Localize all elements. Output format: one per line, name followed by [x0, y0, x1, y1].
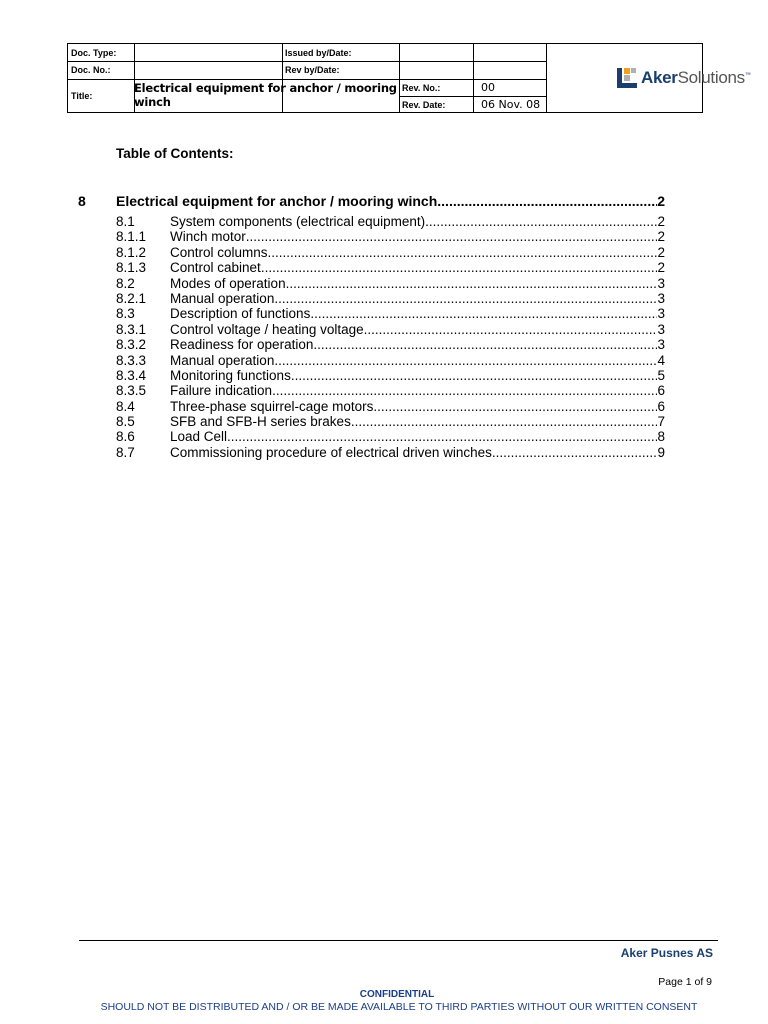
toc-entry-label: SFB and SFB-H series brakes [170, 414, 351, 430]
toc-entry[interactable] [78, 399, 665, 414]
toc-entry-label: Manual operation [170, 290, 275, 306]
toc-entry-number: 8.1.3 [116, 260, 147, 276]
toc-heading: Table of Contents: [116, 146, 234, 161]
toc-entry-page: 2 [657, 193, 665, 209]
toc-entry-label: Description of functions [170, 306, 311, 322]
logo-wordmark: AkerSolutions™ [641, 68, 751, 87]
toc-entry-page: 6 [657, 383, 665, 399]
toc-leader-dots [268, 245, 658, 260]
toc-leader-dots [286, 276, 658, 291]
toc-entry-label: Commissioning procedure of electrical driven winches [170, 444, 492, 460]
toc-entry-label: Control voltage / heating voltage [170, 321, 364, 337]
toc-entry[interactable] [78, 445, 665, 460]
toc-leader-dots [274, 353, 657, 368]
toc-entry-label: Control cabinet [170, 260, 261, 276]
toc-entry-label: Modes of operation [170, 275, 286, 291]
toc-entry-page: 3 [657, 306, 665, 322]
toc-entry-label: Load Cell [170, 429, 228, 445]
toc-entry[interactable] [78, 306, 665, 321]
toc-leader-dots [351, 414, 658, 429]
toc-entry-number: 8.3.5 [116, 383, 147, 399]
page-number: Page 1 of 9 [658, 976, 712, 988]
toc-entry[interactable] [78, 214, 665, 229]
toc-entry-number: 8 [78, 193, 86, 209]
toc-entry-page: 2 [657, 229, 665, 245]
rev-no-value: 00 [481, 81, 495, 94]
toc-entry-number: 8.3.2 [116, 337, 147, 353]
toc-entry-page: 3 [657, 321, 665, 337]
toc-entry-number: 8.3.4 [116, 367, 147, 383]
toc-leader-dots [272, 383, 657, 398]
toc-leader-dots [227, 429, 657, 444]
footer-divider [79, 940, 718, 941]
rev-date-value: 06 Nov. 08 [481, 98, 541, 111]
toc-entry-number: 8.6 [116, 429, 135, 445]
toc-entry-page: 3 [657, 290, 665, 306]
toc-entry[interactable] [78, 414, 665, 429]
toc-entry-page: 3 [657, 337, 665, 353]
aker-logo-icon [617, 68, 637, 88]
document-header-table [67, 43, 751, 113]
toc-entry[interactable] [78, 291, 665, 306]
toc-entry-label: System components (electrical equipment) [170, 214, 426, 229]
toc-entry-page: 4 [657, 352, 665, 368]
table-of-contents [78, 193, 665, 460]
toc-entry-number: 8.2 [116, 275, 135, 291]
toc-entry[interactable] [78, 353, 665, 368]
toc-entry-page: 7 [657, 414, 665, 430]
document-title: Electrical equipment for anchor / mooring winch [134, 81, 397, 109]
toc-entry[interactable] [78, 337, 665, 352]
toc-entry-number: 8.1 [116, 214, 135, 229]
toc-entry[interactable] [78, 383, 665, 398]
toc-leader-dots [313, 337, 657, 352]
title-label: Title: [71, 91, 93, 101]
company-logo [617, 68, 751, 88]
distribution-notice: SHOULD NOT BE DISTRIBUTED AND / OR BE MADE AVAILABLE TO THIRD PARTIES WITHOUT OUR WRITTEN CONSENT [100, 1001, 698, 1013]
toc-entry-label: Failure indication [170, 383, 273, 399]
toc-leader-dots [492, 445, 658, 460]
toc-entry[interactable] [78, 368, 665, 383]
toc-entry-number: 8.1.2 [116, 244, 147, 260]
toc-entry-label: Three-phase squirrel-cage motors [170, 398, 374, 414]
toc-entry[interactable] [78, 276, 665, 291]
rev-by-label: Rev by/Date: [285, 65, 340, 75]
toc-entry-label: Control columns [170, 244, 268, 260]
toc-leader-dots [373, 399, 657, 414]
toc-leader-dots [364, 322, 658, 337]
toc-leader-dots [425, 214, 657, 229]
toc-leader-dots [261, 260, 658, 275]
toc-entry-label: Electrical equipment for anchor / mooring winch [116, 193, 438, 209]
toc-entry-number: 8.3.1 [116, 321, 147, 337]
toc-entry-number: 8.2.1 [116, 290, 147, 306]
toc-entry-label: Monitoring functions [170, 367, 291, 383]
toc-entry-page: 5 [657, 367, 665, 383]
toc-entry[interactable] [78, 245, 665, 260]
toc-entry-label: Manual operation [170, 352, 275, 368]
toc-entry-number: 8.4 [116, 398, 135, 414]
toc-entry-page: 9 [657, 444, 665, 460]
toc-entry[interactable] [78, 260, 665, 275]
toc-entry-number: 8.5 [116, 414, 135, 430]
toc-entry[interactable] [78, 322, 665, 337]
toc-entry[interactable] [78, 229, 665, 244]
toc-entry-page: 2 [657, 260, 665, 276]
toc-entry-page: 6 [657, 398, 665, 414]
toc-entry-label: Readiness for operation [170, 337, 314, 353]
issued-by-label: Issued by/Date: [285, 47, 352, 58]
toc-entry-page: 2 [657, 244, 665, 260]
doc-no-label: Doc. No.: [71, 65, 111, 75]
divider [546, 44, 547, 112]
toc-entry-number: 8.3 [116, 306, 135, 322]
toc-leader-dots [437, 193, 657, 209]
toc-entry-number: 8.1.1 [116, 229, 147, 245]
toc-leader-dots [291, 368, 658, 383]
company-name: Aker Pusnes AS [620, 946, 713, 960]
toc-leader-dots [274, 291, 657, 306]
toc-entry-page: 8 [657, 429, 665, 445]
toc-leader-dots [310, 306, 657, 321]
toc-entry-label: Winch motor [170, 229, 246, 245]
toc-entry[interactable] [78, 193, 665, 214]
toc-entry-number: 8.3.3 [116, 352, 147, 368]
toc-entry-page: 3 [657, 275, 665, 291]
toc-entry[interactable] [78, 429, 665, 444]
doc-type-label: Doc. Type: [71, 47, 117, 58]
rev-no-label: Rev. No.: [402, 82, 441, 93]
toc-leader-dots [246, 229, 658, 244]
confidential-notice: CONFIDENTIAL [359, 989, 435, 1000]
toc-entry-number: 8.7 [116, 444, 135, 460]
toc-entry-page: 2 [657, 214, 665, 229]
rev-date-label: Rev. Date: [402, 99, 446, 110]
